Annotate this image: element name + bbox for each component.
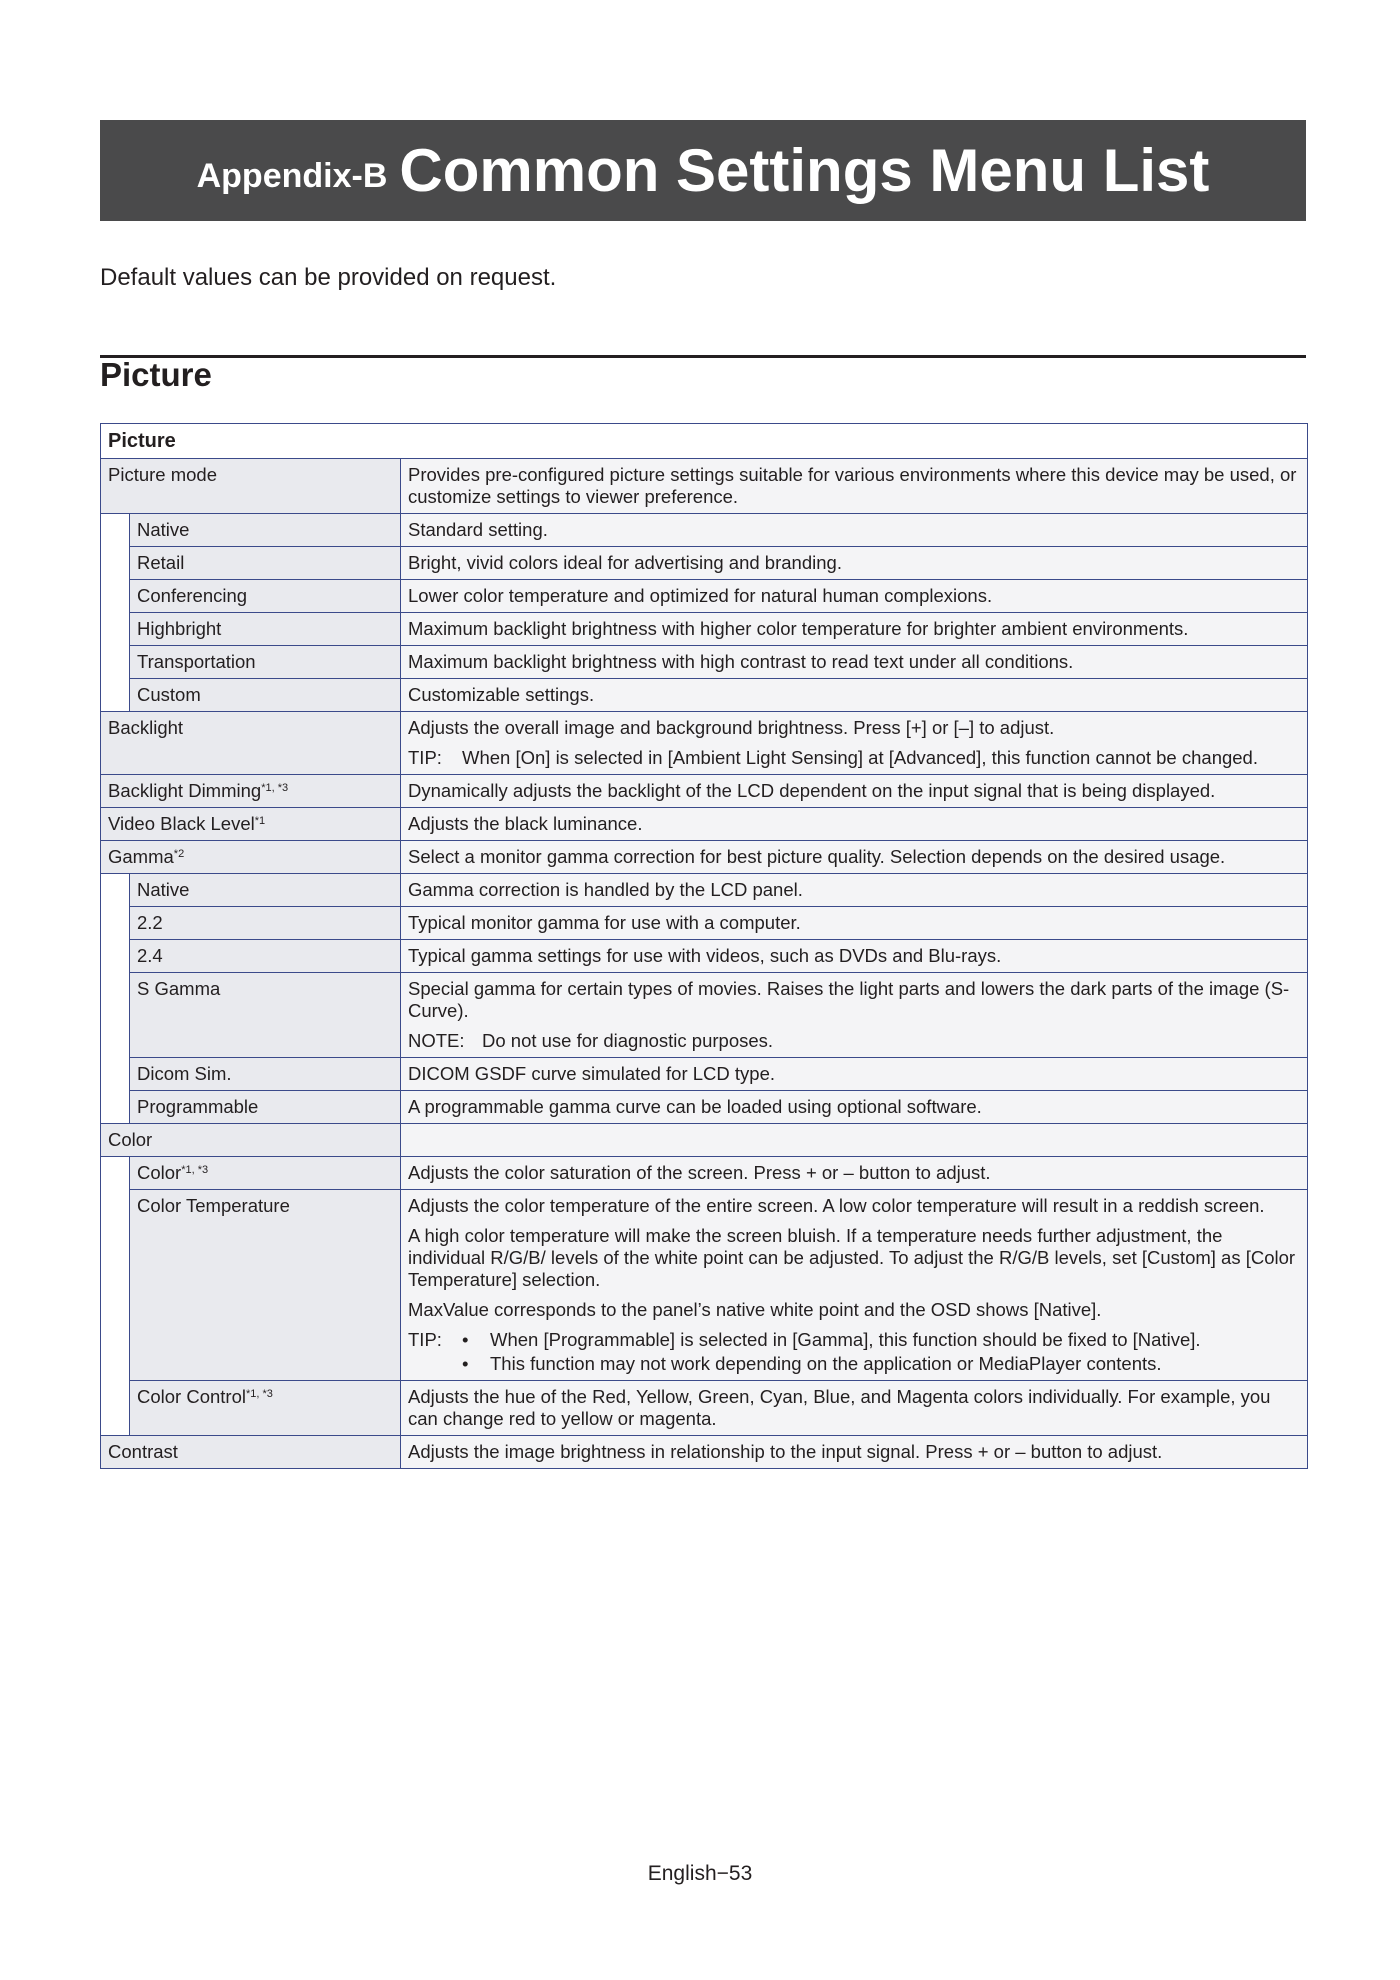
- setting-description: [401, 973, 1308, 1058]
- appendix-prefix: Appendix-B: [196, 157, 388, 195]
- setting-label: [130, 1381, 401, 1436]
- table-row: [101, 459, 1308, 514]
- section-divider: [100, 355, 1306, 358]
- tip-note: [408, 1329, 1300, 1375]
- indent-gutter: [101, 514, 130, 712]
- note-label: NOTE:: [408, 1030, 465, 1051]
- setting-description: Dynamically adjusts the backlight of the LCD dependent on the input signal that is being displayed.: [401, 775, 1308, 808]
- intro-text: Default values can be provided on request.: [100, 264, 557, 291]
- description-text: A high color temperature will make the screen bluish. If a temperature needs further adjustment, the individual R/G/B/ levels of the white point can be adjusted. To adjust the R/G/B levels, set [Custom] as [Color Temperature] selection.: [408, 1225, 1296, 1290]
- table-row: [101, 1190, 1308, 1381]
- tip-label: TIP:: [408, 1329, 442, 1350]
- setting-label: Contrast: [101, 1436, 401, 1469]
- setting-label: [101, 775, 401, 808]
- footnote-mark: *1: [254, 815, 266, 827]
- setting-description: [401, 1190, 1308, 1381]
- table-row: [101, 973, 1308, 1058]
- bullet-mark: •: [462, 1329, 469, 1350]
- footnote-mark: *2: [173, 848, 185, 860]
- setting-label: Custom: [130, 679, 401, 712]
- table-row: [101, 907, 1308, 940]
- setting-label: 2.4: [130, 940, 401, 973]
- description-text: Adjusts the color temperature of the entire screen. A low color temperature will result in a reddish screen.: [408, 1195, 1265, 1216]
- section-title: Picture: [100, 356, 212, 393]
- table-row: [101, 1091, 1308, 1124]
- appendix-title-bar: [100, 120, 1306, 221]
- table-row: [101, 1436, 1308, 1469]
- setting-description: Customizable settings.: [401, 679, 1308, 712]
- footnote-mark: *1, *3: [181, 1164, 209, 1176]
- setting-label: Highbright: [130, 613, 401, 646]
- table-row: [101, 1058, 1308, 1091]
- setting-description: Bright, vivid colors ideal for advertising and branding.: [401, 547, 1308, 580]
- setting-description: Maximum backlight brightness with higher color temperature for brighter ambient environments.: [401, 613, 1308, 646]
- setting-label: [101, 841, 401, 874]
- bullet-text: This function may not work depending on the application or MediaPlayer contents.: [490, 1353, 1162, 1374]
- table-row: [101, 580, 1308, 613]
- table-row: [101, 613, 1308, 646]
- label-text: Gamma: [108, 846, 174, 867]
- setting-description: Adjusts the black luminance.: [401, 808, 1308, 841]
- setting-label: Native: [130, 874, 401, 907]
- setting-description: DICOM GSDF curve simulated for LCD type.: [401, 1058, 1308, 1091]
- setting-description: Maximum backlight brightness with high contrast to read text under all conditions.: [401, 646, 1308, 679]
- setting-label: [130, 1157, 401, 1190]
- setting-label: Color Temperature: [130, 1190, 401, 1381]
- note-text: Do not use for diagnostic purposes.: [482, 1030, 774, 1051]
- setting-label: [101, 808, 401, 841]
- setting-description: Standard setting.: [401, 514, 1308, 547]
- bullet-mark: •: [462, 1353, 469, 1374]
- table-row: [101, 514, 1308, 547]
- table-heading: Picture: [101, 424, 1308, 459]
- setting-description: Adjusts the color saturation of the screen. Press + or – button to adjust.: [401, 1157, 1308, 1190]
- setting-description: [401, 1124, 1308, 1157]
- table-row: [101, 712, 1308, 775]
- table-row: [101, 1124, 1308, 1157]
- setting-label: Retail: [130, 547, 401, 580]
- setting-label: Backlight: [101, 712, 401, 775]
- description-text: Adjusts the overall image and background brightness. Press [+] or [–] to adjust.: [408, 717, 1055, 738]
- note: [408, 1030, 1300, 1052]
- setting-label: Picture mode: [101, 459, 401, 514]
- tip-text: When [On] is selected in [Ambient Light Sensing] at [Advanced], this function cannot be changed.: [462, 747, 1258, 768]
- footnote-mark: *1, *3: [261, 782, 289, 794]
- table-row: [101, 679, 1308, 712]
- setting-description: Provides pre-configured picture settings suitable for various environments where this device may be used, or customize settings to viewer preference.: [401, 459, 1308, 514]
- label-text: Video Black Level: [108, 813, 255, 834]
- description-text: Special gamma for certain types of movies. Raises the light parts and lowers the dark parts of the image (S-Curve).: [408, 978, 1290, 1021]
- setting-label: Transportation: [130, 646, 401, 679]
- label-text: Backlight Dimming: [108, 780, 262, 801]
- label-text: Color: [137, 1162, 182, 1183]
- setting-description: Adjusts the image brightness in relationship to the input signal. Press + or – button to adjust.: [401, 1436, 1308, 1469]
- appendix-title: Common Settings Menu List: [399, 137, 1210, 204]
- tip-note: [408, 747, 1300, 769]
- tip-label: TIP:: [408, 747, 442, 768]
- table-row: [101, 1381, 1308, 1436]
- footnote-mark: *1, *3: [246, 1388, 273, 1400]
- table-row: [101, 940, 1308, 973]
- table-row: [101, 775, 1308, 808]
- setting-description: Adjusts the hue of the Red, Yellow, Green, Cyan, Blue, and Magenta colors individually. For example, you can change red to yellow or magenta.: [401, 1381, 1308, 1436]
- tip-bullet: [408, 1329, 1300, 1351]
- setting-description: Gamma correction is handled by the LCD panel.: [401, 874, 1308, 907]
- setting-label: Native: [130, 514, 401, 547]
- label-text: Color Control: [137, 1386, 246, 1407]
- table-row: [101, 874, 1308, 907]
- table-row: [101, 841, 1308, 874]
- setting-label: S Gamma: [130, 973, 401, 1058]
- table-row: [101, 547, 1308, 580]
- setting-label: Color: [101, 1124, 401, 1157]
- table-row: [101, 646, 1308, 679]
- setting-description: A programmable gamma curve can be loaded using optional software.: [401, 1091, 1308, 1124]
- setting-description: Typical monitor gamma for use with a computer.: [401, 907, 1308, 940]
- table-row: [101, 808, 1308, 841]
- settings-table: [100, 423, 1308, 1469]
- page-number: English−53: [647, 1862, 753, 1885]
- bullet-text: When [Programmable] is selected in [Gamma], this function should be fixed to [Native].: [490, 1329, 1201, 1350]
- description-text: MaxValue corresponds to the panel’s native white point and the OSD shows [Native].: [408, 1299, 1102, 1320]
- setting-label: Conferencing: [130, 580, 401, 613]
- setting-description: [401, 712, 1308, 775]
- tip-bullet: [408, 1353, 1300, 1375]
- setting-description: Select a monitor gamma correction for best picture quality. Selection depends on the desired usage.: [401, 841, 1308, 874]
- setting-description: Typical gamma settings for use with videos, such as DVDs and Blu-rays.: [401, 940, 1308, 973]
- indent-gutter: [101, 874, 130, 1124]
- setting-label: Dicom Sim.: [130, 1058, 401, 1091]
- table-row: [101, 1157, 1308, 1190]
- indent-gutter: [101, 1157, 130, 1436]
- setting-label: Programmable: [130, 1091, 401, 1124]
- setting-label: 2.2: [130, 907, 401, 940]
- setting-description: Lower color temperature and optimized for natural human complexions.: [401, 580, 1308, 613]
